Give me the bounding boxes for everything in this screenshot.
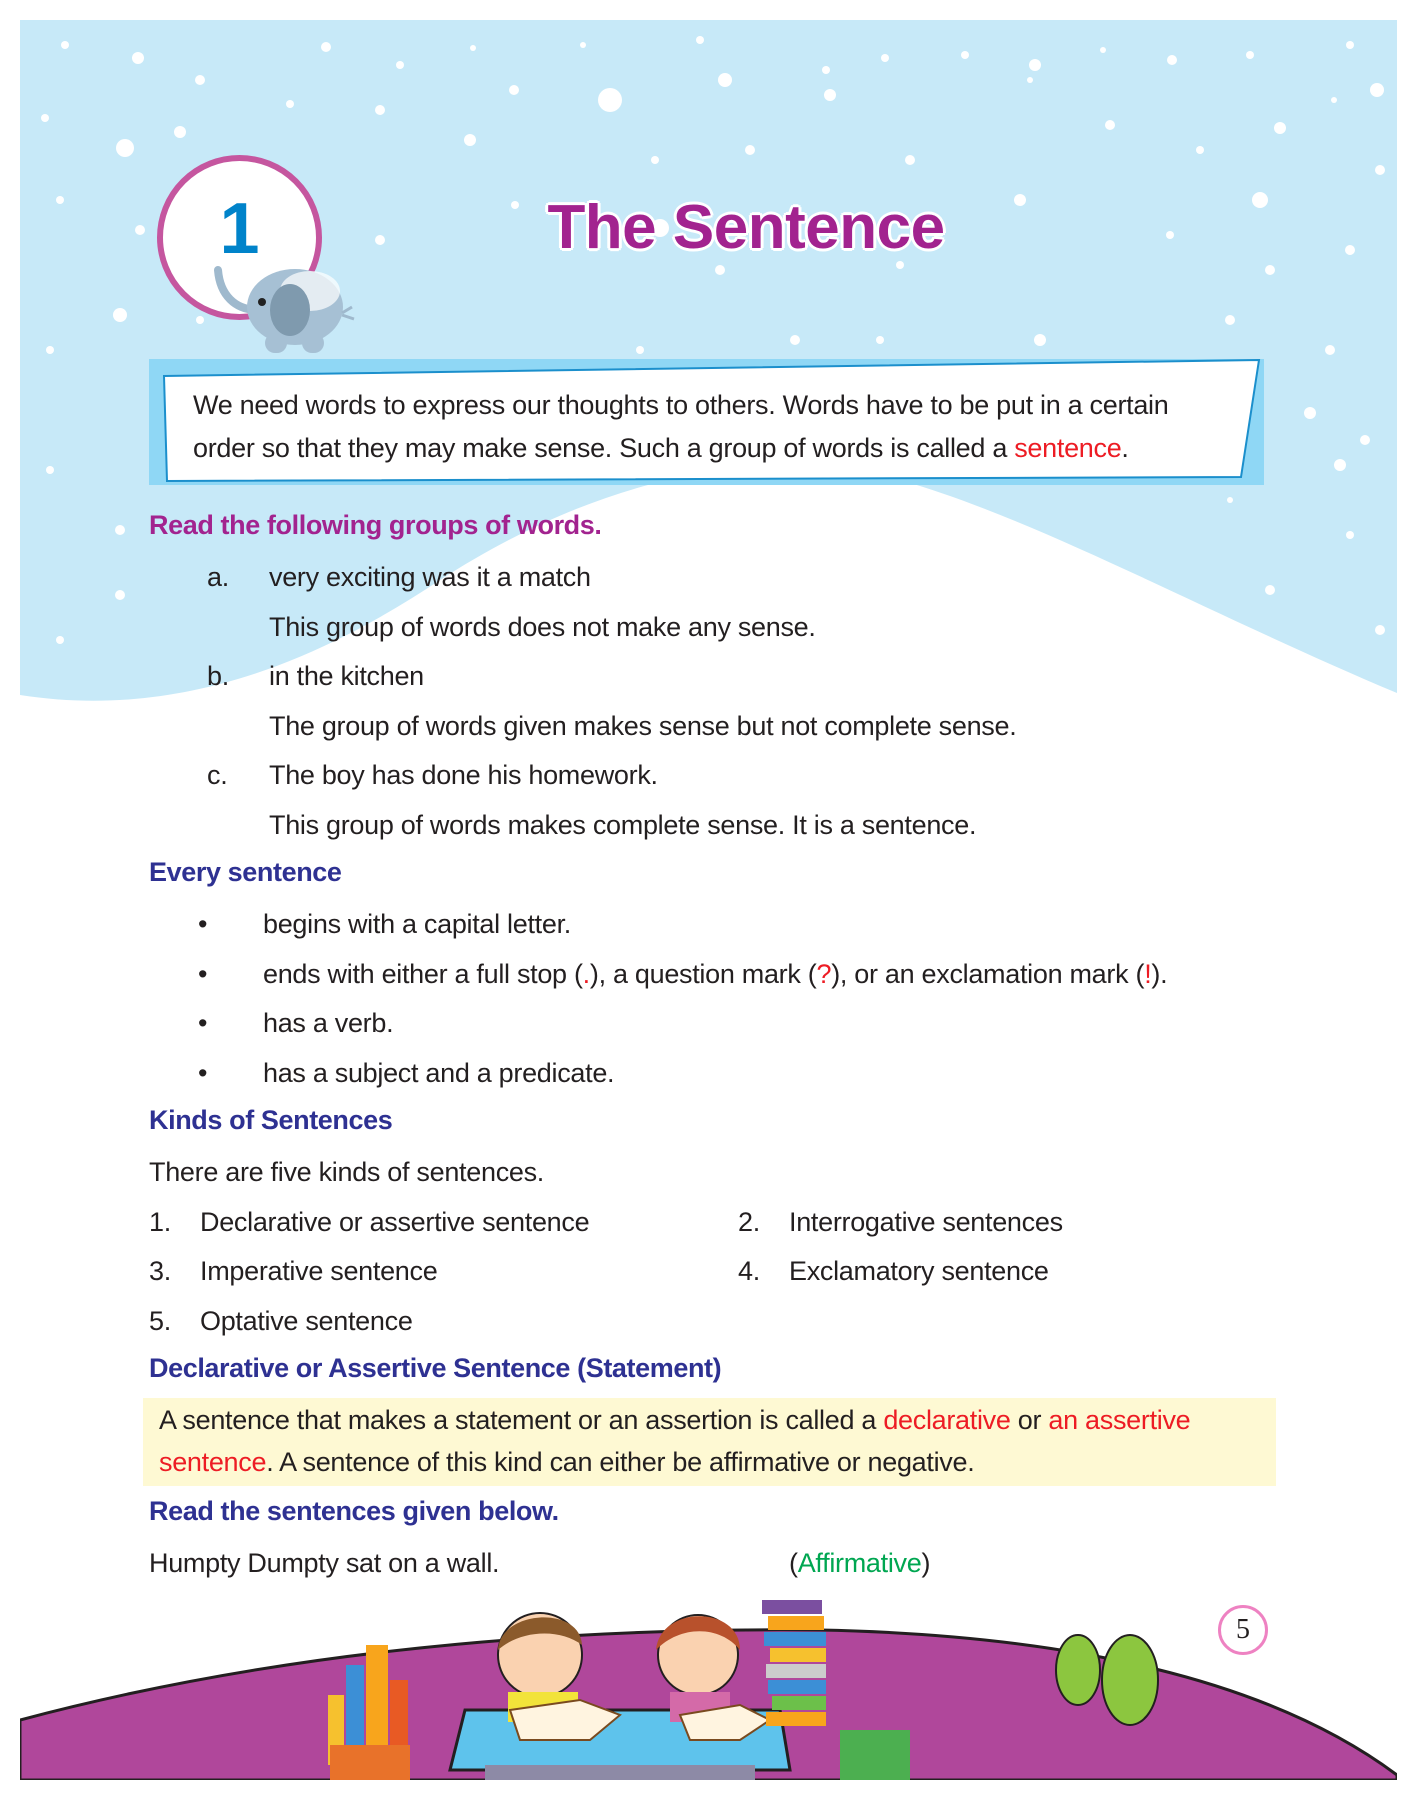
bullet-icon: • <box>198 959 208 989</box>
kind-number: 4. <box>738 1256 760 1286</box>
group-marker-c: c. <box>207 760 228 790</box>
chapter-number: 1 <box>219 189 260 269</box>
intro-paragraph <box>193 384 1168 470</box>
bullet-icon: • <box>198 1058 208 1088</box>
full-stop-mark: . <box>582 959 590 989</box>
intro-line-1: We need words to express our thoughts to others. Words have to be put in a certain <box>193 390 1169 420</box>
children-studying-illustration <box>20 1600 1397 1780</box>
intro-line-2 <box>193 427 1168 470</box>
definition-text: . A sentence of this kind can either be affirmative or negative. <box>266 1447 975 1477</box>
rule-end-punctuation <box>263 957 1167 991</box>
rule-has-verb: has a verb. <box>263 1008 394 1038</box>
exclamation-mark: ! <box>1144 959 1152 989</box>
elephant-icon <box>210 255 360 355</box>
kind-number: 5. <box>149 1306 171 1336</box>
definition-text: A sentence that makes a statement or an assertion is called a <box>159 1405 884 1435</box>
example-sentence: Humpty Dumpty sat on a wall. <box>149 1548 500 1578</box>
term-assertive: an assertive <box>1048 1405 1191 1435</box>
kind-declarative: Declarative or assertive sentence <box>200 1207 590 1237</box>
term-declarative: declarative <box>883 1405 1011 1435</box>
chapter-title: The Sentence <box>547 193 945 262</box>
rule-text: ). <box>1151 959 1168 989</box>
kind-number: 3. <box>149 1256 171 1286</box>
definition-line-1 <box>159 1403 1190 1437</box>
kind-optative: Optative sentence <box>200 1306 413 1336</box>
rule-text: ends with either a full stop ( <box>263 959 583 989</box>
rule-text: ), a question mark ( <box>589 959 817 989</box>
groups-heading: Read the following groups of words. <box>149 510 602 540</box>
kind-number: 2. <box>738 1207 760 1237</box>
group-note-c: This group of words makes complete sense. It is a sentence. <box>269 810 977 840</box>
intro-punct: . <box>1121 433 1129 463</box>
group-marker-b: b. <box>207 661 229 691</box>
rule-text: ), or an exclamation mark ( <box>831 959 1145 989</box>
group-note-b: The group of words given makes sense but not complete sense. <box>269 711 1017 741</box>
paren: ( <box>789 1548 798 1578</box>
group-text-a: very exciting was it a match <box>269 562 591 592</box>
affirmative-label: Affirmative <box>797 1548 922 1578</box>
read-sentences-heading: Read the sentences given below. <box>149 1496 559 1526</box>
group-text-c: The boy has done his homework. <box>269 760 658 790</box>
kinds-intro: There are five kinds of sentences. <box>149 1157 545 1187</box>
definition-text: or <box>1010 1405 1049 1435</box>
example-type-label <box>789 1546 930 1580</box>
bullet-icon: • <box>198 1008 208 1038</box>
every-sentence-heading: Every sentence <box>149 857 342 887</box>
rule-capital-letter: begins with a capital letter. <box>263 909 571 939</box>
paren: ) <box>921 1548 931 1578</box>
question-mark: ? <box>816 959 832 989</box>
definition-line-2 <box>159 1445 974 1479</box>
page-number: 5 <box>1218 1605 1268 1655</box>
rule-subject-predicate: has a subject and a predicate. <box>263 1058 615 1088</box>
intro-text: order so that they may make sense. Such a group of words is called a <box>193 433 1015 463</box>
group-text-b: in the kitchen <box>269 661 424 691</box>
group-marker-a: a. <box>207 562 229 592</box>
declarative-heading: Declarative or Assertive Sentence (Statement) <box>149 1353 722 1383</box>
bullet-icon: • <box>198 909 208 939</box>
term-sentence: sentence <box>159 1447 267 1477</box>
group-note-a: This group of words does not make any sense. <box>269 612 816 642</box>
kinds-heading: Kinds of Sentences <box>149 1105 393 1135</box>
kind-interrogative: Interrogative sentences <box>789 1207 1063 1237</box>
highlight-term-sentence: sentence <box>1014 433 1122 463</box>
kind-exclamatory: Exclamatory sentence <box>789 1256 1049 1286</box>
kind-number: 1. <box>149 1207 171 1237</box>
kind-imperative: Imperative sentence <box>200 1256 438 1286</box>
